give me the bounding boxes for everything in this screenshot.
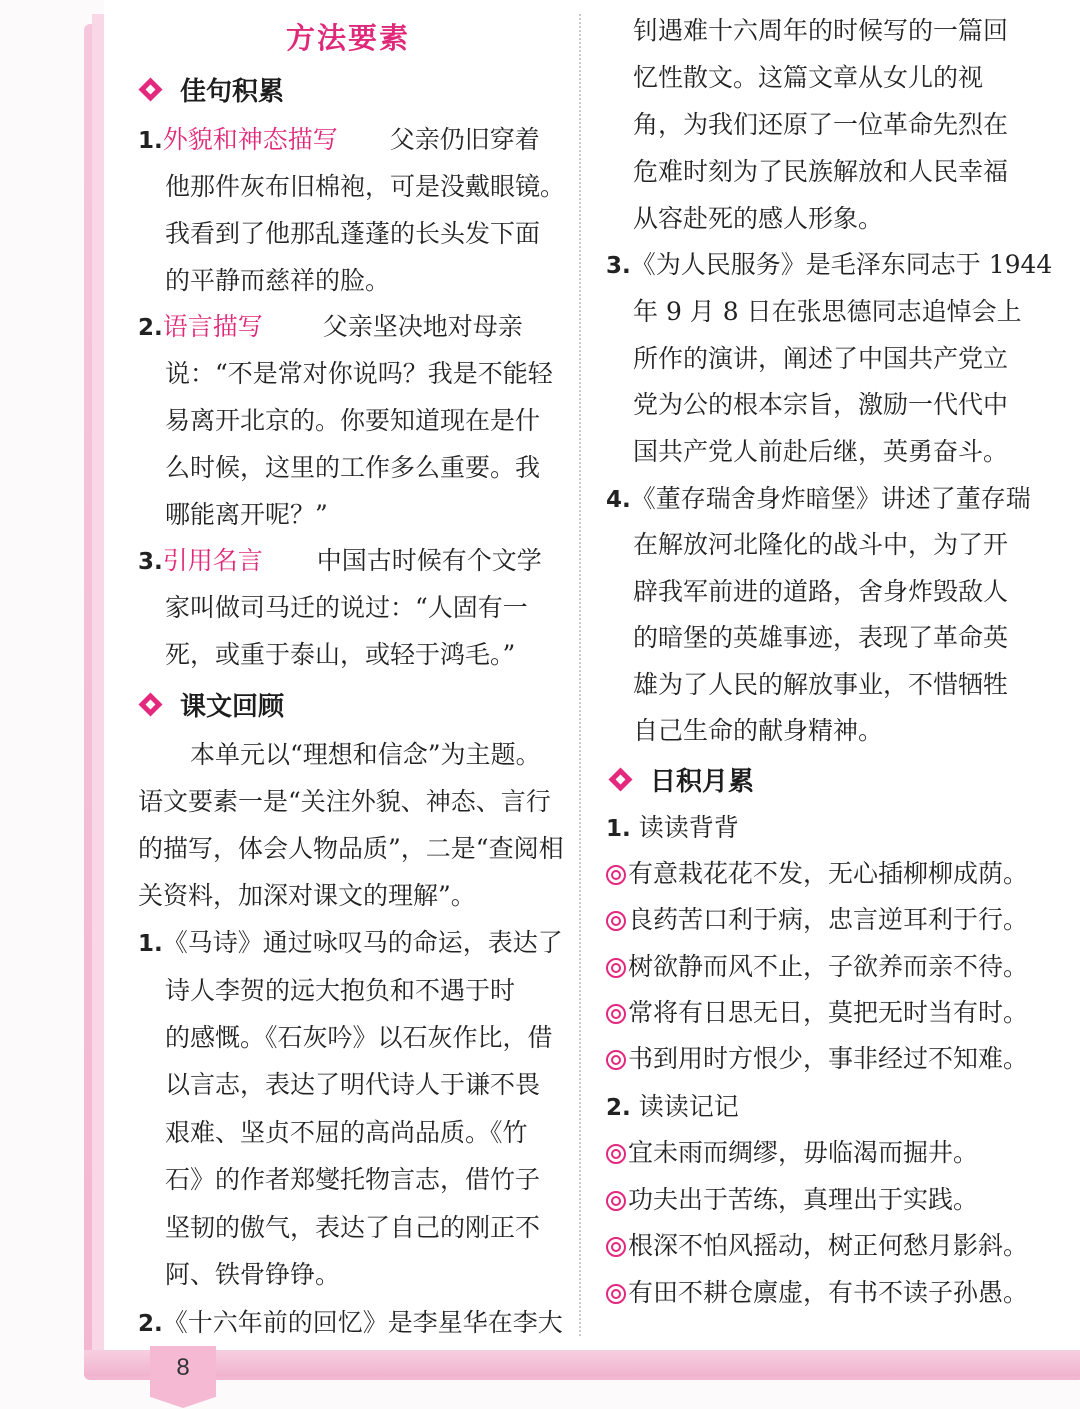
item-number: 2.: [138, 1311, 163, 1337]
proverb-line: [606, 1276, 1028, 1310]
double-circle-icon: [606, 1284, 626, 1304]
item-number: 1.: [138, 931, 163, 957]
proverb-line: [606, 1229, 1028, 1263]
proverb-line: [606, 1183, 978, 1217]
text-line: 钊遇难十六周年的时候写的一篇回: [633, 16, 1009, 45]
text-line: 哪能离开呢？”: [165, 500, 328, 529]
proverb-line: [606, 1042, 1028, 1076]
text-line: 危难时刻为了民族解放和人民幸福: [633, 157, 1009, 186]
part-title: 读读背背: [638, 813, 739, 842]
review-item-4-first-line: [606, 482, 1031, 517]
sentence-text: 中国古时候有个文学: [316, 546, 542, 575]
text-line: 以言志，表达了明代诗人于谦不畏: [165, 1070, 541, 1099]
text-line: 自己生命的献身精神。: [633, 716, 884, 745]
review-item-2-first-line: [138, 1306, 563, 1341]
double-circle-icon: [606, 865, 626, 885]
proverb-text: 功夫出于苦练，真理出于实践。: [628, 1185, 979, 1214]
text-line: 雄为了人民的解放事业，不惜牺牲: [633, 670, 1009, 699]
proverb-text: 树欲静而风不止，子欲养而亲不待。: [628, 952, 1029, 981]
page-number: 8: [176, 1354, 190, 1381]
daily-part-2-title: [606, 1090, 739, 1125]
proverb-text: 根深不怕风摇动，树正何愁月影斜。: [628, 1231, 1029, 1260]
proverb-line: [606, 950, 1028, 984]
review-item-3-first-line: [606, 248, 1052, 283]
review-text: 《董存瑞舍身炸暗堡》讲述了董存瑞: [630, 484, 1031, 513]
text-line: 党为公的根本宗旨，激励一代代中: [633, 390, 1009, 419]
review-item-1-first-line: [138, 926, 563, 961]
proverb-line: [606, 857, 1028, 891]
proverb-line: [606, 996, 1028, 1030]
text-line: 忆性散文。这篇文章从女儿的视: [633, 63, 984, 92]
review-text: 《为人民服务》是毛泽东同志于 1944: [630, 250, 1053, 279]
text-line: 阿、铁骨铮铮。: [165, 1260, 341, 1289]
item-number: 3.: [606, 253, 631, 279]
item-number: 2.: [138, 315, 163, 341]
text-line: 他那件灰布旧棉袍，可是没戴眼镜。: [165, 172, 566, 201]
double-circle-icon: [606, 1004, 626, 1024]
text-line: 家叫做司马迁的说过：“人固有一: [165, 593, 528, 622]
text-line: 石》的作者郑燮托物言志，借竹子: [165, 1165, 541, 1194]
sentence-2-first-line: [138, 310, 523, 345]
text-line: 国共产党人前赴后继，英勇奋斗。: [633, 437, 1009, 466]
proverb-text: 有田不耕仓廪虚，有书不读子孙愚。: [628, 1278, 1029, 1307]
daily-part-1-title: [606, 811, 739, 846]
double-circle-icon: [606, 1237, 626, 1257]
review-intro-line: 的描写，体会人物品质”，二是“查阅相: [138, 834, 564, 863]
section-heading-review: 课文回顾: [180, 692, 285, 722]
text-line: 么时候，这里的工作多么重要。我: [165, 453, 541, 482]
text-line: 诗人李贺的远大抱负和不遇于时: [165, 976, 516, 1005]
page-bottom-band: [84, 1350, 1080, 1376]
section-heading-daily: 日积月累: [650, 767, 755, 797]
sentence-3-first-line: [138, 544, 542, 579]
proverb-text: 书到用时方恨少，事非经过不知难。: [628, 1044, 1029, 1073]
page-title: 方法要素: [286, 21, 411, 55]
section-heading-sentences: 佳句积累: [180, 77, 285, 107]
text-line: 角，为我们还原了一位革命先烈在: [633, 110, 1009, 139]
part-title: 读读记记: [638, 1092, 739, 1121]
review-text: 《马诗》通过咏叹马的命运，表达了: [162, 928, 563, 957]
item-number: 1.: [138, 128, 163, 154]
text-line: 艰难、坚贞不屈的高尚品质。《竹: [165, 1118, 528, 1147]
proverb-line: [606, 1136, 978, 1170]
text-line: 我看到了他那乱蓬蓬的长头发下面: [165, 219, 541, 248]
item-number: 1.: [606, 816, 631, 842]
text-line: 说：“不是常对你说吗？我是不能轻: [165, 359, 553, 388]
double-circle-icon: [606, 1144, 626, 1164]
column-divider: [579, 14, 581, 1336]
text-line: 易离开北京的。你要知道现在是什: [165, 406, 541, 435]
sentence-label: 语言描写: [162, 312, 263, 341]
text-line: 从容赴死的感人形象。: [633, 204, 884, 233]
text-line: 的感慨。《石灰吟》以石灰作比，借: [165, 1023, 553, 1052]
proverb-text: 宜未雨而绸缪，毋临渴而掘井。: [628, 1138, 979, 1167]
text-line: 辟我军前进的道路，舍身炸毁敌人: [633, 577, 1009, 606]
text-line: 年 9 月 8 日在张思德同志追悼会上: [633, 297, 1022, 326]
sentence-label: 引用名言: [162, 546, 263, 575]
double-circle-icon: [606, 958, 626, 978]
double-circle-icon: [606, 911, 626, 931]
text-line: 所作的演讲，阐述了中国共产党立: [633, 344, 1009, 373]
text-line: 的暗堡的英雄事迹，表现了革命英: [633, 623, 1009, 652]
sentence-label: 外貌和神态描写: [162, 125, 338, 154]
text-line: 的平静而慈祥的脸。: [165, 266, 391, 295]
proverb-text: 良药苦口利于病，忠言逆耳利于行。: [628, 905, 1029, 934]
item-number: 2.: [606, 1095, 631, 1121]
review-text: 《十六年前的回忆》是李星华在李大: [162, 1308, 563, 1337]
proverb-line: [606, 903, 1028, 937]
double-circle-icon: [606, 1191, 626, 1211]
sentence-1-first-line: [138, 123, 540, 158]
double-circle-icon: [606, 1050, 626, 1070]
proverb-text: 有意栽花花不发，无心插柳柳成荫。: [628, 859, 1029, 888]
review-intro-line: 关资料，加深对课文的理解”。: [138, 881, 476, 910]
proverb-text: 常将有日思无日，莫把无时当有时。: [628, 998, 1029, 1027]
text-line: 在解放河北隆化的战斗中，为了开: [633, 530, 1009, 559]
sentence-text: 父亲坚决地对母亲: [322, 312, 523, 341]
review-intro-line: 语文要素一是“关注外貌、神态、言行: [138, 787, 551, 816]
item-number: 3.: [138, 549, 163, 575]
text-line: 坚韧的傲气，表达了自己的刚正不: [165, 1213, 541, 1242]
item-number: 4.: [606, 487, 631, 513]
sentence-text: 父亲仍旧穿着: [389, 125, 540, 154]
review-intro-line: 本单元以“理想和信念”为主题。: [190, 740, 541, 769]
text-line: 死，或重于泰山，或轻于鸿毛。”: [165, 640, 516, 669]
